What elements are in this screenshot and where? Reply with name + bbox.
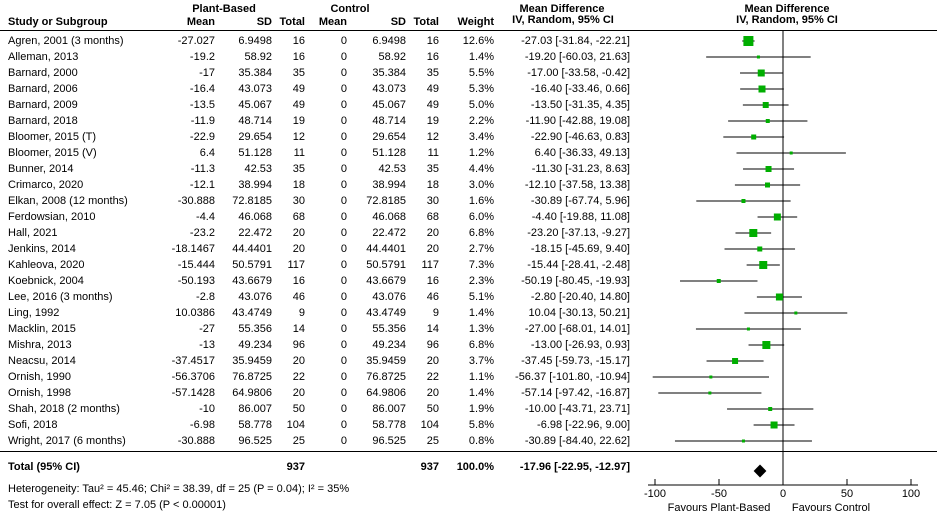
sd-c-cell: 35.384 bbox=[372, 67, 406, 79]
sd-c-cell: 35.9459 bbox=[366, 355, 406, 367]
mean-c-cell: 0 bbox=[340, 291, 347, 303]
total-pb-cell: 12 bbox=[292, 131, 305, 143]
mean-c-cell: 0 bbox=[340, 355, 347, 367]
mean-c-cell: 0 bbox=[340, 419, 347, 431]
sd-c-cell: 76.8725 bbox=[366, 371, 406, 383]
col-header-weight: Weight bbox=[457, 16, 494, 28]
weight-cell: 1.2% bbox=[468, 147, 494, 159]
mean-pb-cell: -13.5 bbox=[189, 99, 215, 111]
ci-text-cell: -56.37 [-101.80, -10.94] bbox=[515, 371, 630, 383]
sd-pb-cell: 44.4401 bbox=[232, 243, 272, 255]
sd-c-cell: 45.067 bbox=[372, 99, 406, 111]
study-name-cell: Mishra, 2013 bbox=[8, 339, 72, 351]
weight-cell: 7.3% bbox=[468, 259, 494, 271]
sd-c-cell: 64.9806 bbox=[366, 387, 406, 399]
sd-pb-cell: 64.9806 bbox=[232, 387, 272, 399]
effect-header-plot-column: Mean Difference bbox=[744, 3, 830, 15]
ci-text-cell: -16.40 [-33.46, 0.66] bbox=[530, 83, 630, 95]
total-c-cell: 35 bbox=[426, 163, 439, 175]
mean-pb-cell: -37.4517 bbox=[171, 355, 215, 367]
total-ci-text: -17.96 [-22.95, -12.97] bbox=[519, 461, 630, 473]
total-pb-cell: 104 bbox=[286, 419, 305, 431]
mean-pb-cell: -57.1428 bbox=[171, 387, 215, 399]
total-c-cell: 68 bbox=[426, 211, 439, 223]
sd-pb-cell: 58.778 bbox=[238, 419, 272, 431]
mean-pb-cell: -12.1 bbox=[189, 179, 215, 191]
mean-c-cell: 0 bbox=[340, 83, 347, 95]
mean-pb-cell: -11.9 bbox=[190, 115, 215, 127]
ci-text-cell: -13.00 [-26.93, 0.93] bbox=[530, 339, 630, 351]
favours-right-label: Favours Control bbox=[791, 502, 871, 514]
total-row bbox=[0, 459, 630, 475]
method-header-plot-column: IV, Random, 95% CI bbox=[736, 14, 838, 26]
ci-text-cell: -27.00 [-68.01, 14.01] bbox=[524, 323, 630, 335]
total-pb-cell: 16 bbox=[292, 51, 305, 63]
weight-cell: 1.4% bbox=[468, 307, 494, 319]
col-header-total-c: Total bbox=[413, 16, 439, 28]
sd-pb-cell: 48.714 bbox=[238, 115, 272, 127]
weight-cell: 4.4% bbox=[468, 163, 494, 175]
total-pb-cell: 117 bbox=[287, 259, 305, 271]
ci-text-cell: -2.80 [-20.40, 14.80] bbox=[530, 291, 630, 303]
sd-pb-cell: 43.076 bbox=[238, 291, 272, 303]
total-mean-c bbox=[305, 459, 347, 475]
weight-cell: 6.0% bbox=[468, 211, 494, 223]
total-c-cell: 104 bbox=[420, 419, 439, 431]
total-pb-cell: 35 bbox=[292, 67, 305, 79]
method-header-text-column: IV, Random, 95% CI bbox=[512, 14, 614, 26]
total-pb-cell: 14 bbox=[292, 323, 305, 335]
total-c-cell: 117 bbox=[421, 259, 439, 271]
mean-pb-cell: -22.9 bbox=[189, 131, 215, 143]
total-c-cell: 16 bbox=[426, 51, 439, 63]
sd-pb-cell: 55.356 bbox=[238, 323, 272, 335]
weight-cell: 3.7% bbox=[468, 355, 494, 367]
weight-cell: 1.4% bbox=[468, 387, 494, 399]
ci-text-cell: -27.03 [-31.84, -22.21] bbox=[521, 35, 630, 47]
mean-c-cell: 0 bbox=[340, 211, 347, 223]
ci-text-cell: -50.19 [-80.45, -19.93] bbox=[521, 275, 630, 287]
study-name-cell: Barnard, 2006 bbox=[8, 83, 78, 95]
total-c-cell: 19 bbox=[426, 115, 439, 127]
weight-cell: 2.3% bbox=[468, 275, 494, 287]
mean-c-cell: 0 bbox=[340, 275, 347, 287]
sd-c-cell: 46.068 bbox=[372, 211, 406, 223]
study-name-cell: Kahleova, 2020 bbox=[8, 259, 85, 271]
sd-c-cell: 6.9498 bbox=[372, 35, 406, 47]
weight-cell: 6.8% bbox=[468, 227, 494, 239]
sd-pb-cell: 43.4749 bbox=[232, 307, 272, 319]
weight-cell: 5.8% bbox=[468, 419, 494, 431]
study-row bbox=[0, 273, 630, 289]
sd-c-cell: 22.472 bbox=[372, 227, 406, 239]
sd-c-cell: 48.714 bbox=[372, 115, 406, 127]
mean-pb-cell: -18.1467 bbox=[171, 243, 215, 255]
total-c-cell: 14 bbox=[426, 323, 439, 335]
total-pb-cell: 20 bbox=[292, 355, 305, 367]
col-header-total-pb: Total bbox=[279, 16, 305, 28]
total-c-cell: 20 bbox=[426, 243, 439, 255]
weight-cell: 5.3% bbox=[468, 83, 494, 95]
total-pb-cell: 30 bbox=[292, 195, 305, 207]
favours-left-label: Favours Plant-Based bbox=[667, 502, 771, 514]
study-row bbox=[0, 401, 630, 417]
group-header-control: Control bbox=[330, 3, 370, 15]
weight-cell: 0.8% bbox=[468, 435, 494, 447]
total-pb-cell: 49 bbox=[292, 99, 305, 111]
ci-text-cell: -10.00 [-43.71, 23.71] bbox=[524, 403, 630, 415]
sd-pb-cell: 43.6679 bbox=[232, 275, 272, 287]
ci-text-cell: -11.90 [-42.88, 19.08] bbox=[525, 115, 630, 127]
total-c-cell: 16 bbox=[426, 35, 439, 47]
total-pb-cell: 68 bbox=[292, 211, 305, 223]
study-row bbox=[0, 49, 630, 65]
mean-pb-cell: -6.98 bbox=[189, 419, 215, 431]
total-c-cell: 50 bbox=[426, 403, 439, 415]
total-c-cell: 49 bbox=[426, 99, 439, 111]
total-pb-cell: 16 bbox=[292, 275, 305, 287]
study-row bbox=[0, 417, 630, 433]
mean-pb-cell: -2.8 bbox=[196, 291, 215, 303]
study-name-cell: Macklin, 2015 bbox=[8, 323, 76, 335]
sd-c-cell: 86.007 bbox=[372, 403, 406, 415]
total-c-cell: 35 bbox=[426, 67, 439, 79]
study-name-cell: Hall, 2021 bbox=[8, 227, 58, 239]
total-pb-cell: 46 bbox=[292, 291, 305, 303]
total-weight: 100.0% bbox=[456, 461, 494, 473]
heterogeneity-text: Heterogeneity: Tau² = 45.46; Chi² = 38.39, df = 25 (P = 0.04); I² = 35% bbox=[8, 483, 350, 495]
ci-text-cell: -22.90 [-46.63, 0.83] bbox=[530, 131, 630, 143]
sd-c-cell: 58.92 bbox=[378, 51, 406, 63]
ci-text-cell: -15.44 [-28.41, -2.48] bbox=[527, 259, 630, 271]
sd-c-cell: 58.778 bbox=[372, 419, 406, 431]
sd-pb-cell: 22.472 bbox=[238, 227, 272, 239]
sd-c-cell: 43.076 bbox=[372, 291, 406, 303]
study-row bbox=[0, 113, 630, 129]
sd-pb-cell: 29.654 bbox=[238, 131, 272, 143]
total-n-c: 937 bbox=[420, 461, 439, 473]
mean-c-cell: 0 bbox=[340, 371, 347, 383]
weight-cell: 1.6% bbox=[468, 195, 494, 207]
weight-cell: 1.3% bbox=[468, 323, 494, 335]
study-row bbox=[0, 33, 630, 49]
weight-cell: 2.2% bbox=[468, 115, 494, 127]
study-row bbox=[0, 289, 630, 305]
sd-pb-cell: 42.53 bbox=[244, 163, 272, 175]
overall-effect-text: Test for overall effect: Z = 7.05 (P < 0.00001) bbox=[8, 499, 226, 511]
study-row bbox=[0, 161, 630, 177]
mean-c-cell: 0 bbox=[340, 243, 347, 255]
mean-pb-cell: -4.4 bbox=[196, 211, 215, 223]
study-name-cell: Ferdowsian, 2010 bbox=[8, 211, 96, 223]
ci-text-cell: -4.40 [-19.88, 11.08] bbox=[531, 211, 630, 223]
weight-cell: 1.9% bbox=[468, 403, 494, 415]
weight-cell: 6.8% bbox=[468, 339, 494, 351]
study-row bbox=[0, 321, 630, 337]
ci-text-cell: -6.98 [-22.96, 9.00] bbox=[537, 419, 630, 431]
weight-cell: 1.4% bbox=[468, 51, 494, 63]
total-c-cell: 30 bbox=[426, 195, 439, 207]
study-row bbox=[0, 433, 630, 449]
study-row bbox=[0, 353, 630, 369]
mean-c-cell: 0 bbox=[340, 51, 347, 63]
mean-c-cell: 0 bbox=[340, 99, 347, 111]
study-row bbox=[0, 81, 630, 97]
study-row bbox=[0, 337, 630, 353]
study-name-cell: Shah, 2018 (2 months) bbox=[8, 403, 120, 415]
total-c-cell: 16 bbox=[426, 275, 439, 287]
total-pb-cell: 20 bbox=[292, 243, 305, 255]
weight-cell: 5.0% bbox=[468, 99, 494, 111]
ci-text-cell: -13.50 [-31.35, 4.35] bbox=[530, 99, 630, 111]
sd-c-cell: 55.356 bbox=[372, 323, 406, 335]
axis-tick-label: 0 bbox=[779, 488, 787, 500]
mean-c-cell: 0 bbox=[340, 179, 347, 191]
study-name-cell: Elkan, 2008 (12 months) bbox=[8, 195, 128, 207]
study-name-cell: Agren, 2001 (3 months) bbox=[8, 35, 124, 47]
sd-c-cell: 44.4401 bbox=[366, 243, 406, 255]
sd-c-cell: 29.654 bbox=[372, 131, 406, 143]
ci-text-cell: -37.45 [-59.73, -15.17] bbox=[521, 355, 630, 367]
mean-pb-cell: -15.444 bbox=[177, 259, 215, 271]
study-name-cell: Lee, 2016 (3 months) bbox=[8, 291, 113, 303]
axis-tick-label: -50 bbox=[711, 488, 727, 500]
mean-pb-cell: -17 bbox=[199, 67, 215, 79]
total-pb-cell: 35 bbox=[292, 163, 305, 175]
col-header-sd-c: SD bbox=[390, 16, 406, 28]
total-c-cell: 20 bbox=[426, 387, 439, 399]
mean-pb-cell: -30.888 bbox=[177, 435, 215, 447]
mean-c-cell: 0 bbox=[340, 387, 347, 399]
study-row bbox=[0, 145, 630, 161]
weight-cell: 12.6% bbox=[462, 35, 494, 47]
mean-pb-cell: 6.4 bbox=[199, 147, 215, 159]
total-pb-cell: 19 bbox=[292, 115, 305, 127]
total-pb-cell: 11 bbox=[293, 147, 305, 159]
sd-pb-cell: 6.9498 bbox=[238, 35, 272, 47]
total-c-cell: 96 bbox=[426, 339, 439, 351]
total-pb-cell: 50 bbox=[292, 403, 305, 415]
ci-text-cell: -11.30 [-31.23, 8.63] bbox=[531, 163, 630, 175]
total-pb-cell: 16 bbox=[292, 35, 305, 47]
total-c-cell: 22 bbox=[426, 371, 439, 383]
total-n-pb: 937 bbox=[286, 461, 305, 473]
total-pb-cell: 25 bbox=[292, 435, 305, 447]
total-pb-cell: 96 bbox=[292, 339, 305, 351]
sd-pb-cell: 49.234 bbox=[238, 339, 272, 351]
study-name-cell: Barnard, 2018 bbox=[8, 115, 78, 127]
total-c-cell: 12 bbox=[426, 131, 439, 143]
total-c-cell: 9 bbox=[432, 307, 439, 319]
study-row bbox=[0, 177, 630, 193]
total-c-cell: 25 bbox=[426, 435, 439, 447]
sd-pb-cell: 76.8725 bbox=[232, 371, 272, 383]
weight-cell: 3.4% bbox=[468, 131, 494, 143]
ci-text-cell: 10.04 [-30.13, 50.21] bbox=[528, 307, 630, 319]
axis-tick-label: 100 bbox=[901, 488, 921, 500]
mean-pb-cell: 10.0386 bbox=[175, 307, 215, 319]
total-pb-cell: 22 bbox=[292, 371, 305, 383]
weight-cell: 3.0% bbox=[468, 179, 494, 191]
ci-text-cell: -18.15 [-45.69, 9.40] bbox=[530, 243, 630, 255]
total-c-cell: 46 bbox=[426, 291, 439, 303]
weight-cell: 5.1% bbox=[468, 291, 494, 303]
mean-c-cell: 0 bbox=[340, 323, 347, 335]
mean-c-cell: 0 bbox=[340, 35, 347, 47]
sd-pb-cell: 35.9459 bbox=[232, 355, 272, 367]
study-row bbox=[0, 193, 630, 209]
col-header-mean-pb: Mean bbox=[186, 16, 215, 28]
mean-pb-cell: -27 bbox=[199, 323, 215, 335]
sd-c-cell: 42.53 bbox=[378, 163, 406, 175]
sd-c-cell: 51.128 bbox=[372, 147, 406, 159]
weight-cell: 2.7% bbox=[468, 243, 494, 255]
sd-c-cell: 43.4749 bbox=[366, 307, 406, 319]
mean-c-cell: 0 bbox=[340, 403, 347, 415]
study-name-cell: Alleman, 2013 bbox=[8, 51, 79, 63]
study-name-cell: Crimarco, 2020 bbox=[8, 179, 84, 191]
sd-pb-cell: 51.128 bbox=[238, 147, 272, 159]
sd-pb-cell: 72.8185 bbox=[232, 195, 272, 207]
study-row bbox=[0, 129, 630, 145]
mean-c-cell: 0 bbox=[340, 259, 347, 271]
study-name-cell: Barnard, 2000 bbox=[8, 67, 78, 79]
sd-pb-cell: 35.384 bbox=[238, 67, 272, 79]
ci-text-cell: -30.89 [-84.40, 22.62] bbox=[524, 435, 630, 447]
study-row bbox=[0, 209, 630, 225]
total-sd-c bbox=[347, 459, 406, 475]
total-c-cell: 18 bbox=[426, 179, 439, 191]
mean-pb-cell: -10 bbox=[199, 403, 215, 415]
mean-c-cell: 0 bbox=[340, 67, 347, 79]
total-c-cell: 20 bbox=[426, 227, 439, 239]
study-name-cell: Ling, 1992 bbox=[8, 307, 60, 319]
mean-pb-cell: -27.027 bbox=[177, 35, 215, 47]
study-name-cell: Sofi, 2018 bbox=[8, 419, 58, 431]
sd-pb-cell: 38.994 bbox=[238, 179, 272, 191]
ci-text-cell: -57.14 [-97.42, -16.87] bbox=[521, 387, 630, 399]
sd-pb-cell: 86.007 bbox=[238, 403, 272, 415]
ci-text-cell: -17.00 [-33.58, -0.42] bbox=[527, 67, 630, 79]
mean-pb-cell: -23.2 bbox=[189, 227, 215, 239]
sd-c-cell: 96.525 bbox=[372, 435, 406, 447]
total-pb-cell: 18 bbox=[292, 179, 305, 191]
mean-pb-cell: -11.3 bbox=[190, 163, 215, 175]
mean-pb-cell: -16.4 bbox=[189, 83, 215, 95]
study-row bbox=[0, 225, 630, 241]
mean-c-cell: 0 bbox=[340, 195, 347, 207]
total-pb-cell: 20 bbox=[292, 227, 305, 239]
study-name-cell: Bloomer, 2015 (T) bbox=[8, 131, 97, 143]
sd-pb-cell: 43.073 bbox=[238, 83, 272, 95]
weight-cell: 5.5% bbox=[468, 67, 494, 79]
total-pb-cell: 9 bbox=[298, 307, 305, 319]
mean-c-cell: 0 bbox=[340, 115, 347, 127]
total-c-cell: 11 bbox=[427, 147, 439, 159]
weight-cell: 1.1% bbox=[468, 371, 494, 383]
sd-c-cell: 50.5791 bbox=[366, 259, 406, 271]
effect-header-text-column: Mean Difference bbox=[519, 3, 605, 15]
ci-text-cell: -19.20 [-60.03, 21.63] bbox=[524, 51, 630, 63]
sd-c-cell: 72.8185 bbox=[366, 195, 406, 207]
ci-text-cell: -30.89 [-67.74, 5.96] bbox=[530, 195, 630, 207]
study-name-cell: Bloomer, 2015 (V) bbox=[8, 147, 97, 159]
study-name-cell: Ornish, 1990 bbox=[8, 371, 71, 383]
study-row bbox=[0, 369, 630, 385]
col-header-study: Study or Subgroup bbox=[8, 16, 108, 28]
total-mean-pb bbox=[150, 459, 215, 475]
col-header-sd-pb: SD bbox=[256, 16, 272, 28]
mean-pb-cell: -19.2 bbox=[189, 51, 215, 63]
ci-text-cell: -23.20 [-37.13, -9.27] bbox=[527, 227, 630, 239]
forest-plot-svg bbox=[640, 30, 937, 500]
axis-tick-label: 50 bbox=[840, 488, 854, 500]
study-name-cell: Barnard, 2009 bbox=[8, 99, 78, 111]
total-c-cell: 49 bbox=[426, 83, 439, 95]
mean-pb-cell: -13 bbox=[199, 339, 215, 351]
total-label: Total (95% CI) bbox=[8, 461, 80, 473]
study-row bbox=[0, 257, 630, 273]
study-row bbox=[0, 65, 630, 81]
study-name-cell: Bunner, 2014 bbox=[8, 163, 74, 175]
study-row bbox=[0, 385, 630, 401]
mean-c-cell: 0 bbox=[340, 227, 347, 239]
total-pb-cell: 49 bbox=[292, 83, 305, 95]
sd-pb-cell: 96.525 bbox=[238, 435, 272, 447]
study-name-cell: Neacsu, 2014 bbox=[8, 355, 76, 367]
sd-c-cell: 43.6679 bbox=[366, 275, 406, 287]
mean-pb-cell: -50.193 bbox=[177, 275, 215, 287]
study-name-cell: Koebnick, 2004 bbox=[8, 275, 84, 287]
mean-c-cell: 0 bbox=[340, 307, 347, 319]
sd-pb-cell: 58.92 bbox=[244, 51, 272, 63]
study-row bbox=[0, 305, 630, 321]
study-name-cell: Ornish, 1998 bbox=[8, 387, 71, 399]
sd-pb-cell: 50.5791 bbox=[232, 259, 272, 271]
sd-c-cell: 38.994 bbox=[372, 179, 406, 191]
total-sd-pb bbox=[215, 459, 272, 475]
mean-c-cell: 0 bbox=[340, 147, 347, 159]
sd-c-cell: 43.073 bbox=[372, 83, 406, 95]
ci-text-cell: 6.40 [-36.33, 49.13] bbox=[534, 147, 630, 159]
study-row bbox=[0, 241, 630, 257]
sd-pb-cell: 45.067 bbox=[238, 99, 272, 111]
mean-pb-cell: -30.888 bbox=[177, 195, 215, 207]
axis-tick-label: -100 bbox=[643, 488, 667, 500]
mean-pb-cell: -56.3706 bbox=[171, 371, 215, 383]
column-header-row bbox=[0, 14, 494, 30]
study-name-cell: Wright, 2017 (6 months) bbox=[8, 435, 126, 447]
study-row bbox=[0, 97, 630, 113]
sd-pb-cell: 46.068 bbox=[238, 211, 272, 223]
ci-text-cell: -12.10 [-37.58, 13.38] bbox=[524, 179, 630, 191]
sd-c-cell: 49.234 bbox=[372, 339, 406, 351]
total-pb-cell: 20 bbox=[292, 387, 305, 399]
mean-c-cell: 0 bbox=[340, 339, 347, 351]
mean-c-cell: 0 bbox=[340, 163, 347, 175]
mean-c-cell: 0 bbox=[340, 435, 347, 447]
mean-c-cell: 0 bbox=[340, 131, 347, 143]
group-header-plant-based: Plant-Based bbox=[192, 3, 256, 15]
study-name-cell: Jenkins, 2014 bbox=[8, 243, 76, 255]
col-header-mean-c: Mean bbox=[318, 16, 347, 28]
total-c-cell: 20 bbox=[426, 355, 439, 367]
